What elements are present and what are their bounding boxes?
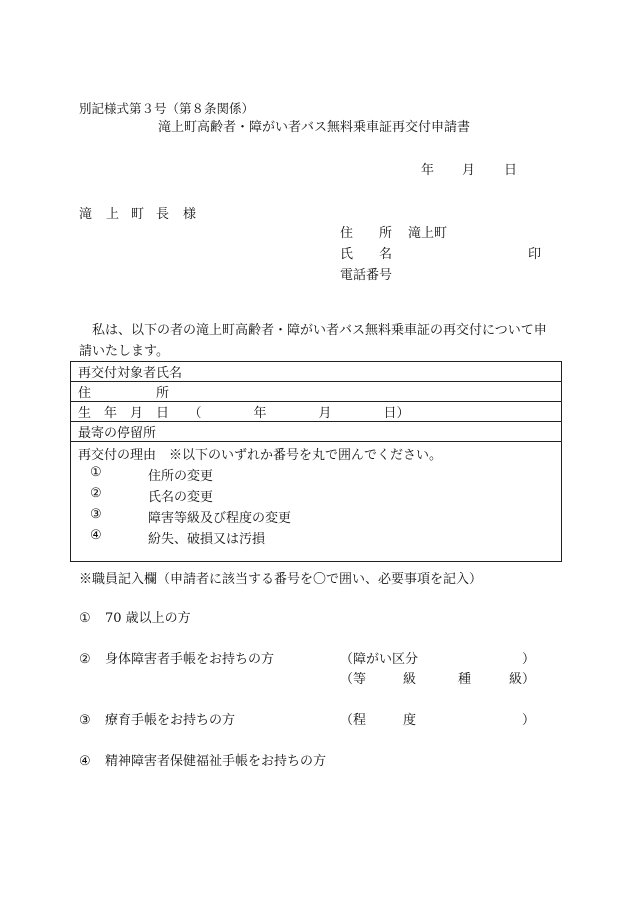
addressee-char: 長 <box>156 207 170 222</box>
bus-stop-cell[interactable]: 最寄の停留所 <box>71 422 562 442</box>
staff-item-text: 70 歳以上の方 <box>105 611 191 626</box>
grade-kyu-label: 級 <box>403 672 417 687</box>
grade-open: （等 <box>340 672 367 687</box>
degree-do-label: 度 <box>403 713 417 728</box>
staff-item-number: ① <box>79 611 91 626</box>
reason-option[interactable] <box>78 528 561 549</box>
grade-close: 級） <box>509 672 536 687</box>
reason-text: 障害等級及び程度の変更 <box>148 511 292 526</box>
addressee-char: 様 <box>183 207 197 222</box>
addressee-char: 町 <box>131 207 145 222</box>
degree-close: ） <box>522 713 536 728</box>
reason-option[interactable] <box>78 465 561 486</box>
birthdate-cell[interactable]: 生 年 月 日 （ 年 月 日） <box>71 402 562 422</box>
document-title: 滝上町高齢者・障がい者バス無料乗車証再交付申請書 <box>158 120 471 135</box>
addressee-char: 上 <box>106 207 120 222</box>
staff-item-text: 身体障害者手帳をお持ちの方 <box>105 652 275 667</box>
address-value: 滝上町 <box>408 226 448 241</box>
addressee-char: 滝 <box>79 207 93 222</box>
reason-cell <box>71 442 562 562</box>
reason-option[interactable] <box>78 486 561 507</box>
staff-section-header: ※職員記入欄（申請者に該当する番号を〇で囲い、必要事項を記入） <box>79 572 483 587</box>
staff-item-number: ③ <box>79 713 91 728</box>
reason-number: ② <box>90 486 102 501</box>
date-year-label: 年 <box>421 163 435 178</box>
disability-class-close: ） <box>522 652 536 667</box>
staff-item-text: 療育手帳をお持ちの方 <box>105 713 236 728</box>
staff-item-text: 精神障害者保健福祉手帳をお持ちの方 <box>105 754 327 769</box>
reason-text: 氏名の変更 <box>148 490 214 505</box>
form-label: 別記様式第３号（第８条関係） <box>79 101 255 116</box>
reason-number: ① <box>90 465 102 480</box>
date-day-label: 日 <box>504 163 518 178</box>
reason-option[interactable] <box>78 507 561 528</box>
phone-label: 電話番号 <box>340 268 393 283</box>
application-table <box>70 361 562 562</box>
grade-shu-label: 種 <box>458 672 472 687</box>
name-label: 氏 名 <box>340 247 393 262</box>
date-month-label: 月 <box>462 163 476 178</box>
address-label: 住 所 <box>340 226 393 241</box>
reason-text: 紛失、破損又は汚損 <box>148 532 266 547</box>
reason-number: ④ <box>90 528 102 543</box>
reason-text: 住所の変更 <box>148 469 214 484</box>
application-statement: 私は、以下の者の滝上町高齢者・障がい者バス無料乗車証の再交付について申請いたします。 <box>79 323 547 359</box>
address-cell[interactable]: 住 所 <box>71 382 562 402</box>
reason-header: 再交付の理由 ※以下のいずれか番号を丸で囲んでください。 <box>78 448 443 463</box>
staff-item-number: ② <box>79 652 91 667</box>
staff-item-number: ④ <box>79 754 91 769</box>
seal-mark: 印 <box>528 247 542 262</box>
reason-number: ③ <box>90 507 102 522</box>
disability-class-label: （障がい区分 <box>340 652 419 667</box>
target-name-cell[interactable]: 再交付対象者氏名 <box>71 362 562 382</box>
degree-open: （程 <box>340 713 367 728</box>
